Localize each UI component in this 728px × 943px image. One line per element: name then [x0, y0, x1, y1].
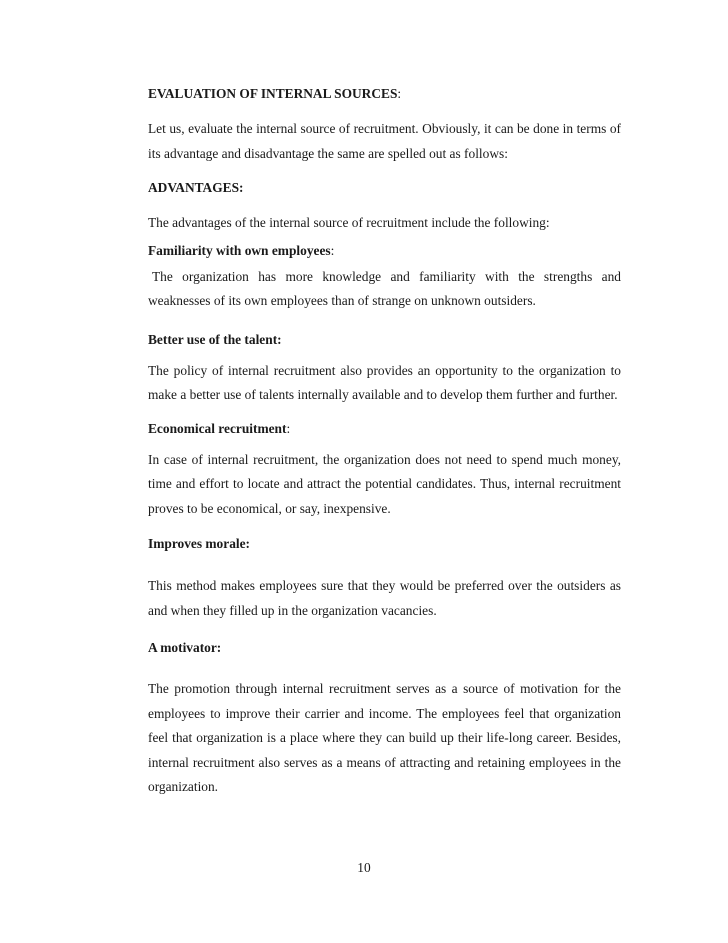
section-title-economical-colon: :: [286, 420, 291, 436]
section-body-morale: This method makes employees sure that they would be preferred over the outsiders as and when they filled up in the organization vacancies.: [148, 578, 621, 618]
section-title-familiarity-colon: :: [330, 242, 335, 258]
section-title-talent: Better use of the talent:: [148, 331, 282, 347]
section-title-economical: [148, 420, 621, 438]
main-heading-colon: :: [397, 86, 402, 101]
intro-paragraph: Let us, evaluate the internal source of recruitment. Obviously, it can be done in terms of its advantage and disadvantage the same are spelled out as follows:: [148, 121, 621, 161]
page-number: 10: [357, 860, 371, 875]
section-body-economical: In case of internal recruitment, the organization does not need to spend much money, time and effort to locate and attract the potential candidates. Thus, internal recruitment proves to be economical, or say, inexpensive.: [148, 451, 621, 516]
section-body-familiarity: The organization has more knowledge and familiarity with the strengths and weaknesses of its own employees than of strange on unknown outsiders.: [148, 268, 621, 308]
section-title-economical-text: Economical recruitment: [148, 420, 287, 436]
main-heading-text: EVALUATION OF INTERNAL SOURCES: [148, 86, 398, 101]
section-title-morale: Improves morale:: [148, 536, 251, 551]
main-heading: [148, 85, 621, 103]
section-title-familiarity: [148, 242, 621, 260]
section-body-talent: The policy of internal recruitment also provides an opportunity to the organization to make a better use of talents internally available and to develop them further and further.: [148, 362, 621, 402]
page-content: [148, 85, 621, 800]
advantages-intro: The advantages of the internal source of recruitment include the following:: [148, 215, 550, 230]
section-title-familiarity-text: Familiarity with own employees: [148, 242, 331, 258]
advantages-heading: ADVANTAGES:: [148, 180, 244, 195]
section-body-motivator: The promotion through internal recruitment serves as a source of motivation for the employees to improve their carrier and income. The employees feel that organization feel that organization is a place where they can build up their life-long career. Besides, internal recruitment also serves as a means of attracting and retaining employees in the organization.: [148, 681, 621, 794]
section-title-motivator: A motivator:: [148, 640, 222, 655]
